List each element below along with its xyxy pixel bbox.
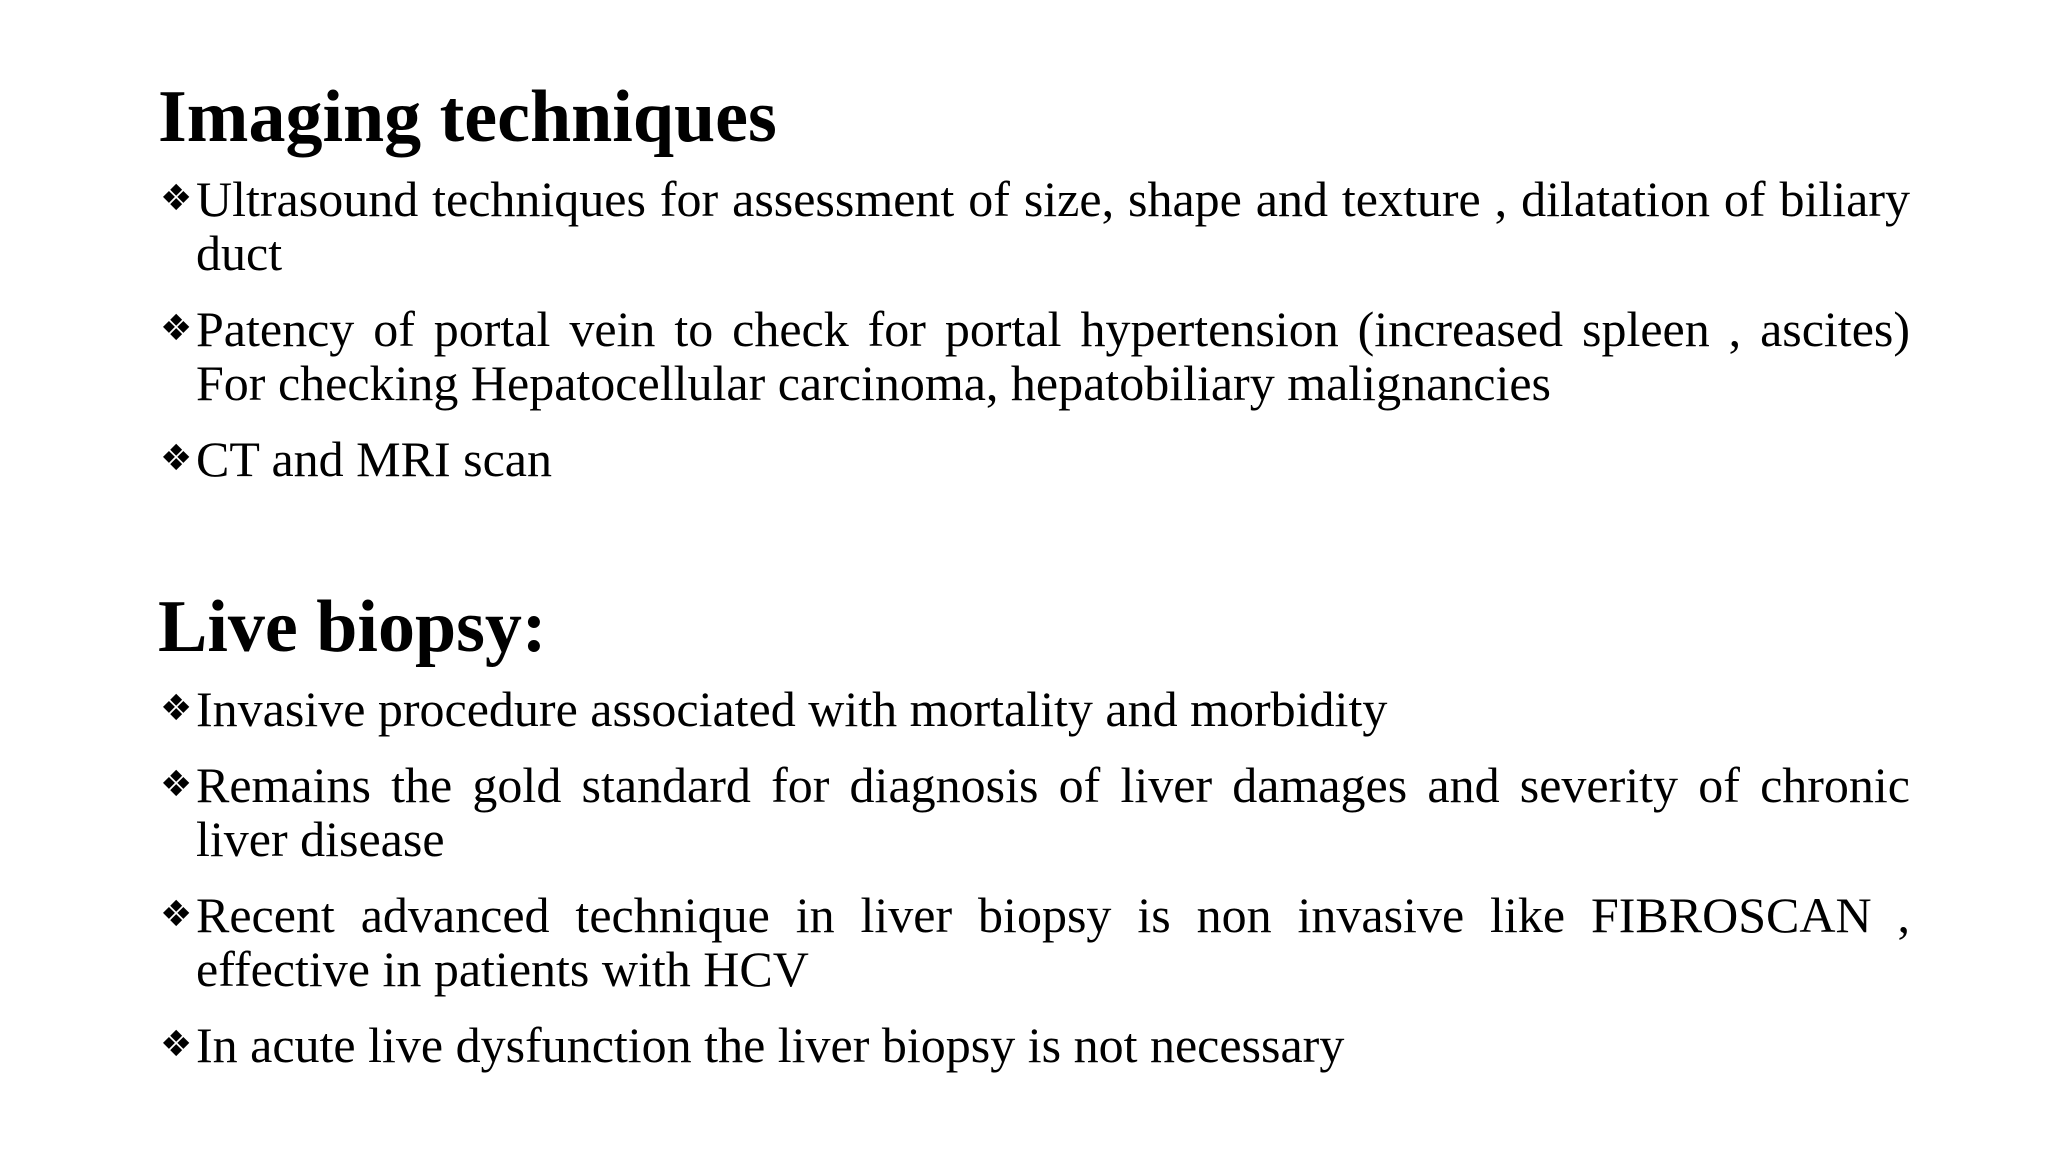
four-diamond-bullet-icon: ❖ xyxy=(160,894,193,935)
bullet-text: Invasive procedure associated with mortality and morbidity xyxy=(196,681,1388,737)
bullet-text: In acute live dysfunction the liver biopsy is not necessary xyxy=(196,1017,1345,1073)
bullet-item xyxy=(158,758,1910,866)
bullet-text: Patency of portal vein to check for portal hypertension (increased spleen , ascites) For checking Hepatocellular carcinoma, hepatobiliary malignancies xyxy=(196,301,1910,411)
four-diamond-bullet-icon: ❖ xyxy=(160,764,193,805)
bullet-text: Ultrasound techniques for assessment of size, shape and texture , dilatation of biliary duct xyxy=(196,171,1910,281)
bullet-item xyxy=(158,888,1910,996)
four-diamond-bullet-icon: ❖ xyxy=(160,688,193,729)
four-diamond-bullet-icon: ❖ xyxy=(160,438,193,479)
bullet-item xyxy=(158,432,1910,486)
bullet-text: Remains the gold standard for diagnosis of liver damages and severity of chronic liver disease xyxy=(196,757,1910,867)
live-biopsy-section xyxy=(158,584,1910,1094)
four-diamond-bullet-icon: ❖ xyxy=(160,178,193,219)
bullet-text: CT and MRI scan xyxy=(196,431,552,487)
bullet-list xyxy=(158,172,1910,486)
imaging-techniques-section xyxy=(158,74,1910,508)
section-heading: Live biopsy: xyxy=(158,586,547,668)
four-diamond-bullet-icon: ❖ xyxy=(160,1024,193,1065)
section-heading: Imaging techniques xyxy=(158,76,777,158)
four-diamond-bullet-icon: ❖ xyxy=(160,308,193,349)
bullet-item xyxy=(158,1018,1910,1072)
bullet-item xyxy=(158,682,1910,736)
bullet-item xyxy=(158,172,1910,280)
bullet-text: Recent advanced technique in liver biopsy is non invasive like FIBROSCAN , effective in patients with HCV xyxy=(196,887,1910,997)
bullet-item xyxy=(158,302,1910,410)
bullet-list xyxy=(158,682,1910,1072)
